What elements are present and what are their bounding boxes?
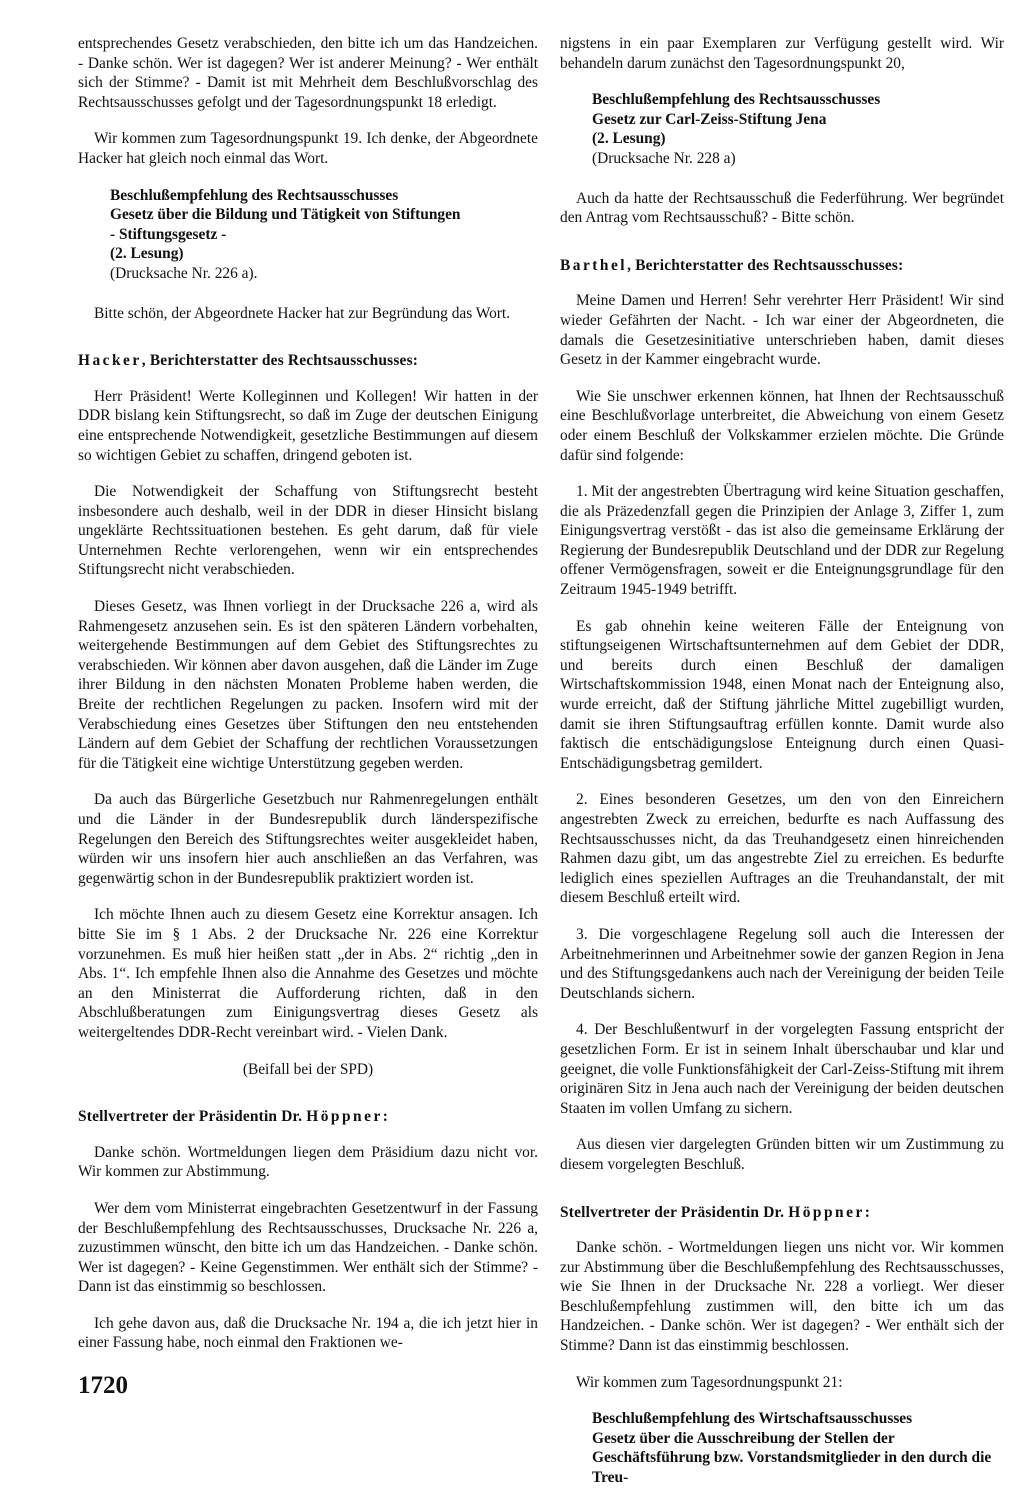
paragraph: Meine Damen und Herren! Sehr verehrter Herr Präsident! Wir sind wieder Gefährten der Nacht. - Ich war einer der Abgeordneten, die damals die Gesetzesinitiative unterschrieben haben, damit dieses Gesetz in der Kammer eingebracht wurde. bbox=[560, 292, 1004, 369]
numbered-point: 3. Die vorgeschlagene Regelung soll auch die Interessen der Arbeitnehmerinnen und Arbeitnehmer sowie der ganzen Region in Jena und des Stiftungsgedankens auch nach der Vereinigung der beiden Teile Deutschlands sichern. bbox=[560, 925, 1004, 1002]
speaker-heading bbox=[78, 1107, 538, 1127]
paragraph: Danke schön. Wortmeldungen liegen dem Präsidium dazu nicht vor. Wir kommen zur Abstimmung. bbox=[78, 1143, 538, 1181]
paragraph: Ich gehe davon aus, daß die Drucksache Nr. 194 a, die ich jetzt hier in einer Fassung habe, noch einmal den Fraktionen we- bbox=[78, 1314, 538, 1352]
speaker-colon: : bbox=[864, 1203, 871, 1221]
agenda-line: (2. Lesung) bbox=[110, 245, 184, 263]
speaker-colon: : bbox=[382, 1108, 389, 1126]
paragraph: Bitte schön, der Abgeordnete Hacker hat zur Begründung das Wort. bbox=[94, 304, 511, 322]
agenda-line: Gesetz über die Ausschreibung der Stellen der Geschäftsführung bzw. Vorstandsmitglieder in den durch die Treu- bbox=[592, 1429, 992, 1487]
applause-note: (Beifall bei der SPD) bbox=[242, 1060, 374, 1078]
paragraph: Wir kommen zum Tagesordnungspunkt 21: bbox=[576, 1373, 843, 1391]
paragraph: entsprechendes Gesetz verabschieden, den bitte ich um das Handzeichen. - Danke schön. Wer ist dagegen? Wer ist anderer Meinung? - Wer enthält sich der Stimme? - Damit ist mit Mehrheit dem Beschlußvorschlag des Rechtsausschusses gefolgt und der Tagesordnungspunkt 18 erledigt. bbox=[78, 35, 538, 111]
numbered-point: 2. Eines besonderen Gesetzes, um den von den Einreichern angestrebten Zweck zu erreichen, bedurfte es nach Auffassung des Rechtsausschusses nicht, da das Treuhandgesetz einen hinreichenden Rahmen dazu gibt, um das angestrebte Ziel zu erreichen. Es bedurfte lediglich eines speziellen Auftrages an die Treuhandanstalt, der mit diesem Beschluß erteilt wird. bbox=[560, 791, 1004, 907]
agenda-line: (Drucksache Nr. 228 a) bbox=[592, 149, 736, 167]
agenda-line: (2. Lesung) bbox=[592, 130, 666, 148]
speaker-name: Hacker bbox=[78, 352, 142, 370]
paragraph: Dieses Gesetz, was Ihnen vorliegt in der Drucksache 226 a, wird als Rahmengesetz anzusehen sein. Es ist den späteren Ländern vorbehalten, weitergehende Bestimmungen auf dem Gebiet des Stiftungsrechtes zu verabschieden. Wir können aber davon ausgehen, daß die Länder im Zuge ihrer Bildung in den nächsten Monaten Probleme haben werden, die Breite der rechtlichen Regelungen zu packen. Insofern wird mit der Verabschiedung eines Gesetzes über Stiftungen den neu entstehenden Ländern auf dem Gebiet der Schaffung der rechtlichen Voraussetzungen für die Tätigkeit eine wichtige Unterstützung gegeben werden. bbox=[78, 598, 538, 772]
agenda-line: Beschlußempfehlung des Rechtsausschusses bbox=[110, 186, 399, 204]
agenda-item-block bbox=[592, 90, 1004, 168]
speaker-role: Stellvertreter der Präsidentin Dr. bbox=[78, 1108, 307, 1126]
speaker-name: Höppner bbox=[306, 1108, 383, 1126]
paragraph: Danke schön. - Wortmeldungen liegen uns nicht vor. Wir kommen zur Abstimmung über die Beschlußempfehlung des Rechtsausschusses, wie Sie Ihnen in der Drucksache Nr. 228 a vorliegt. Wer dieser Beschlußempfehlung zustimmen will, den bitte ich um das Handzeichen. - Danke schön. Wer ist dagegen? - Wer enthält sich der Stimme? Dann ist das einstimmig beschlossen. bbox=[560, 1239, 1004, 1355]
paragraph: Herr Präsident! Werte Kolleginnen und Kollegen! Wir hatten in der DDR bislang kein Stiftungsrecht, so daß im Zuge der deutschen Einigung eine entsprechende Notwendigkeit, gesetzliche Bestimmungen auf diesem so wichtigen Gebiet zu schaffen, dringend geboten ist. bbox=[78, 387, 538, 464]
paragraph: Wie Sie unschwer erkennen können, hat Ihnen der Rechtsausschuß eine Beschlußvorlage unterbreitet, die Abweichung von einem Gesetz oder einem Beschluß der Volkskammer erzielen möchte. Die Gründe dafür sind folgende: bbox=[560, 387, 1004, 464]
agenda-line: Beschlußempfehlung des Wirtschaftsausschusses bbox=[592, 1410, 913, 1428]
left-column bbox=[78, 34, 538, 1370]
right-column bbox=[560, 34, 1004, 1508]
speaker-role: , Berichterstatter des Rechtsausschusses: bbox=[141, 352, 419, 370]
agenda-line: - Stiftungsgesetz - bbox=[110, 225, 227, 243]
numbered-point: 4. Der Beschlußentwurf in der vorgelegten Fassung entspricht der gesetzlichen Form. Er ist in seinem Inhalt überschaubar und klar und geeignet, die volle Funktionsfähigkeit der Carl-Zeiss-Stiftung mit ihrem originären Sitz in Jena auch nach der Vereinigung der beiden deutschen Staaten im vollen Umfang zu sichern. bbox=[560, 1021, 1004, 1117]
paragraph: Wer dem vom Ministerrat eingebrachten Gesetzentwurf in der Fassung der Beschlußempfehlung des Rechtsausschusses, Drucksache Nr. 226 a, zuzustimmen wünscht, den bitte ich um das Handzeichen. - Danke schön. Wer ist dagegen? - Keine Gegenstimmen. Wer enthält sich der Stimme? - Dann ist das einstimmig so beschlossen. bbox=[78, 1199, 538, 1296]
agenda-line: Beschlußempfehlung des Rechtsausschusses bbox=[592, 91, 881, 109]
speaker-heading bbox=[560, 256, 1004, 276]
paragraph: Die Notwendigkeit der Schaffung von Stiftungsrecht besteht insbesondere auch deshalb, weil in der DDR in dieser Hinsicht bislang ungeklärte Rechtssituationen bestehen. Es geht darum, daß für viele Unternehmen Rechte verlorengehen, wenn wir ein entsprechendes Stiftungsrecht nicht verabschieden. bbox=[78, 483, 538, 579]
agenda-line: Gesetz zur Carl-Zeiss-Stiftung Jena bbox=[592, 110, 827, 128]
paragraph: Aus diesen vier dargelegten Gründen bitten wir um Zustimmung zu diesem vorgelegten Beschluß. bbox=[560, 1136, 1004, 1173]
speaker-role: , Berichterstatter des Rechtsausschusses: bbox=[627, 256, 904, 274]
speaker-name: Höppner bbox=[788, 1203, 865, 1221]
agenda-line: Gesetz über die Bildung und Tätigkeit von Stiftungen bbox=[110, 206, 461, 224]
paragraph: Da auch das Bürgerliche Gesetzbuch nur Rahmenregelungen enthält und die Länder in der Bundesrepublik durch länderspezifische Regelungen den Bereich des Stiftungsrechtes weiter ausgekleidet haben, würden wir uns insofern hier auch anschließen an das Verfahren, was gegenwärtig schon in der Bundesrepublik praktiziert worden ist. bbox=[78, 791, 538, 887]
speaker-role: Stellvertreter der Präsidentin Dr. bbox=[560, 1203, 789, 1221]
agenda-item-block bbox=[110, 186, 538, 284]
numbered-point: 1. Mit der angestrebten Übertragung wird keine Situation geschaffen, die als Präzedenzfall gegen die Prinzipien der Anlage 3, Ziffer 1, zum Einigungsvertrag verstößt - das ist also die gemeinsame Erklärung der Regierung der Bundesrepublik Deutschland und der DDR zur Regelung offener Vermögensfragen, soweit er die Enteignungsgrundlage für den Zeitraum 1945-1949 betrifft. bbox=[560, 483, 1004, 599]
speaker-name: Barthel bbox=[560, 256, 628, 274]
speaker-heading bbox=[560, 1203, 1004, 1223]
paragraph: Es gab ohnehin keine weiteren Fälle der Enteignung von stiftungseigenen Wirtschaftsunternehmen auf dem Gebiet der DDR, und bereits durch einen Beschluß der damaligen Wirtschaftskommission 1948, einen Monat nach der Enteignung also, wurde erreicht, daß der Stiftung jährliche Mittel zugebilligt wurden, damit sie ihren Stiftungsauftrag erfüllen konnte. Damit wurde also faktisch die entschädigungslose Enteignung durch einen Quasi-Entschädigungsbetrag gemildert. bbox=[560, 617, 1004, 772]
paragraph: Wir kommen zum Tagesordnungspunkt 19. Ich denke, der Abgeordnete Hacker hat gleich noch einmal das Wort. bbox=[78, 130, 538, 167]
page-number: 1720 bbox=[78, 1372, 128, 1399]
agenda-line: (Drucksache Nr. 226 a). bbox=[110, 264, 258, 282]
paragraph: Auch da hatte der Rechtsausschuß die Federführung. Wer begründet den Antrag vom Rechtsausschuß? - Bitte schön. bbox=[560, 189, 1004, 227]
speaker-heading bbox=[78, 351, 538, 371]
agenda-item-block bbox=[592, 1409, 1004, 1487]
paragraph: nigstens in ein paar Exemplaren zur Verfügung gestellt wird. Wir behandeln darum zunächst den Tagesordnungspunkt 20, bbox=[560, 35, 1004, 72]
paragraph: Ich möchte Ihnen auch zu diesem Gesetz eine Korrektur ansagen. Ich bitte Sie im § 1 Abs. 2 der Drucksache Nr. 226 eine Korrektur vorzunehmen. Es muß hier heißen statt „der in Abs. 2“ richtig „den in Abs. 1“. Ich empfehle Ihnen also die Annahme des Gesetzes und möchte an den Ministerrat die Aufforderung richten, daß in den Abschlußberatungen zum Einigungsvertrag dieses Gesetz als weitergeltendes DDR-Recht vereinbart wird. - Vielen Dank. bbox=[78, 906, 538, 1041]
